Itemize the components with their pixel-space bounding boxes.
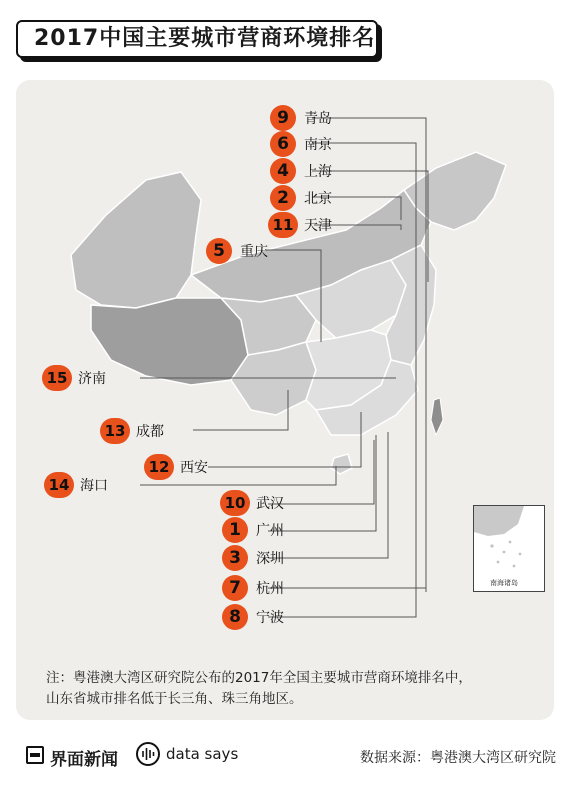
rank-badge: 10 [220,490,250,516]
rank-badge: 4 [270,158,296,184]
footnote [46,668,551,710]
city-label: 西安 [180,460,208,476]
city-label: 北京 [304,191,332,207]
footnote-line-1: 注：粤港澳大湾区研究院公布的2017年全国主要城市营商环境排名中， [46,670,472,686]
rank-badge: 1 [222,517,248,543]
footnote-line-2: 山东省城市排名低于长三角、珠三角地区。 [46,691,303,707]
city-label: 深圳 [256,551,284,567]
city-label: 上海 [304,164,332,180]
rank-badge: 2 [270,185,296,211]
page-title: 2017中国主要城市营商环境排名 [16,20,378,58]
brand-name: 界面新闻 [50,750,118,770]
data-says-icon [136,742,160,766]
rank-badge: 8 [222,604,248,630]
rank-badge: 6 [270,131,296,157]
jiemian-logo-icon [26,746,44,764]
region-xinjiang [71,172,201,308]
rank-badge: 12 [144,454,174,480]
city-label: 宁波 [256,610,284,626]
rank-badge: 3 [222,545,248,571]
city-label: 杭州 [256,581,284,597]
rank-badge: 7 [222,575,248,601]
rank-badge: 14 [44,472,74,498]
rank-badge: 9 [270,105,296,131]
city-label: 重庆 [240,244,268,260]
region-hainan [331,454,352,474]
city-label: 广州 [256,523,284,539]
city-label: 成都 [136,424,164,440]
rank-badge: 11 [268,212,298,238]
city-label: 青岛 [304,111,332,127]
city-label: 海口 [80,478,108,494]
city-label: 天津 [304,218,332,234]
city-label: 济南 [78,371,106,387]
south-china-sea-inset [473,505,545,592]
rank-badge: 5 [206,238,232,264]
region-tibet [91,298,248,385]
data-source: 数据来源：粤港澳大湾区研究院 [360,750,556,766]
rank-badge: 13 [100,418,130,444]
footer [26,742,556,772]
city-label: 武汉 [256,496,284,512]
region-taiwan [431,398,443,435]
inset-label: 南海诸岛 [490,579,518,587]
data-says-label: data says [166,745,239,763]
city-label: 南京 [304,137,332,153]
rank-badge: 15 [42,365,72,391]
